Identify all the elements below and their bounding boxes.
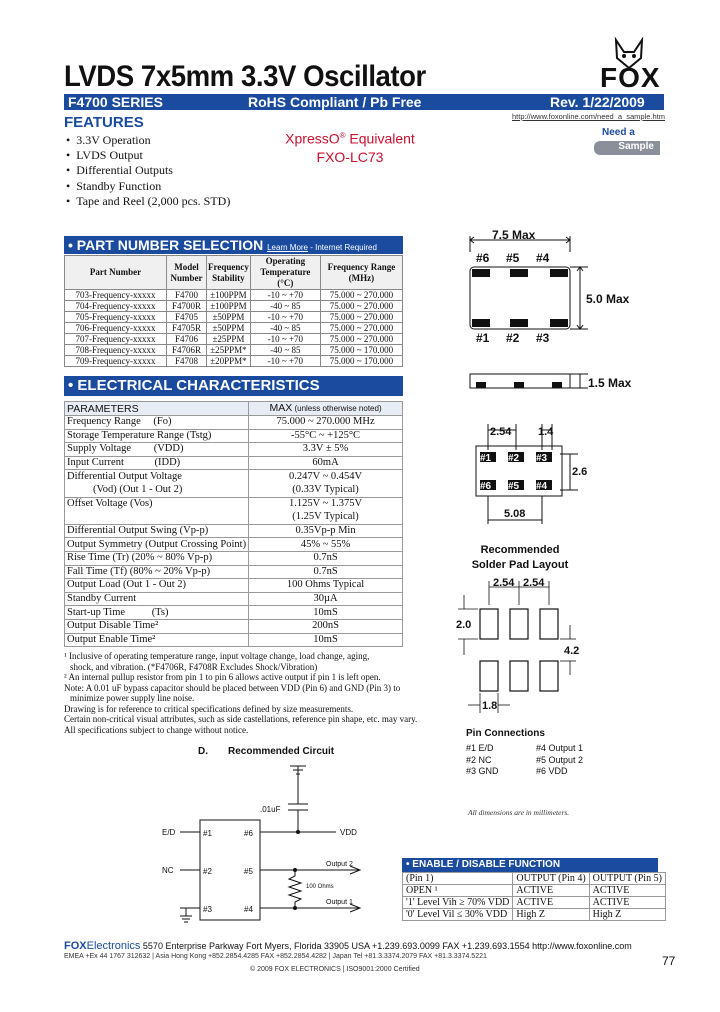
xpresso-line1: XpressO® Equivalent	[285, 130, 415, 147]
note-line: minimize power supply line noise.	[70, 693, 195, 703]
nc-label: NC	[162, 866, 174, 875]
pin-conn: #2 NC	[466, 754, 492, 765]
feature-item: • Differential Outputs	[66, 163, 230, 178]
fox-logo	[594, 36, 664, 94]
table-row: Input Current (IDD) 60mA	[65, 456, 403, 470]
note-line: ² An internal pullup resistor from pin 1 to pin 6 allows active output if pin 1 is left open.	[64, 672, 381, 682]
pitch-dim: 2.54	[490, 426, 512, 438]
pin-conn: #4 Output 1	[536, 743, 584, 753]
footer-brand: FOX	[64, 940, 87, 952]
xpresso-part: FXO-LC73	[316, 148, 384, 165]
dimensions-note: All dimensions are in millimeters.	[468, 808, 570, 817]
col-parameters: PARAMETERS	[65, 402, 249, 416]
package-outline-diagram	[448, 222, 632, 422]
solder-title: Recommended Solder Pad Layout	[471, 544, 569, 571]
revision-label: Rev. 1/22/2009	[550, 94, 645, 110]
table-row: Supply Voltage (VDD) 3.3V ± 5%	[65, 443, 403, 457]
width-dim: 7.5 Max	[492, 228, 536, 242]
table-row: (1.25V Typical)	[65, 511, 403, 525]
electrical-table	[64, 401, 403, 647]
table-row: Output Symmetry (Output Crossing Point) 45% ~ 55%	[65, 538, 403, 552]
compliance-label: RoHS Compliant / Pb Free	[248, 94, 422, 110]
pad-4: #4	[536, 481, 548, 492]
footer-copyright: © 2009 FOX ELECTRONICS | ISO9001:2000 Certified	[250, 966, 420, 973]
pin-2: #2	[506, 331, 520, 345]
solder-height: 2.0	[456, 619, 472, 631]
solder-pitch-1: 2.54	[493, 577, 515, 589]
resistor-label: 100 Ohms	[306, 884, 334, 890]
table-row: Output Load (Out 1 - Out 2) 100 Ohms Typical	[65, 579, 403, 593]
pin4-label: #4	[244, 905, 253, 914]
table-row: OPEN ¹ ACTIVE ACTIVE	[403, 885, 666, 897]
pad-3: #3	[536, 453, 548, 464]
table-row: Differential Output Swing (Vp-p) 0.35Vp-p Min	[65, 524, 403, 538]
solder-pad-diagram	[450, 575, 590, 715]
col-part-number: Part Number	[65, 256, 167, 290]
table-row: 703-Frequency-xxxxx F4700 ±100PPM -10 ~ +70 75.000 ~ 270.000	[65, 290, 403, 301]
table-row: Start-up Time (Ts) 10mS	[65, 606, 403, 620]
pin1-label: #1	[203, 829, 212, 838]
col-model: Model Number	[167, 256, 207, 290]
span-dim: 5.08	[504, 508, 526, 520]
spec-notes	[64, 651, 424, 735]
pad-height-dim: 2.6	[572, 466, 588, 478]
col-temperature: Operating Temperature (°C)	[250, 256, 320, 290]
table-row: '0' Level Vil ≤ 30% VDD High Z High Z	[403, 909, 666, 921]
bottom-view-diagram	[460, 420, 600, 530]
table-row: (Vod) (Out 1 - Out 2) (0.33V Typical)	[65, 483, 403, 497]
table-row: Frequency Range (Fo) 75.000 ~ 270.000 MHz	[65, 416, 403, 430]
table-row: Storage Temperature Range (Tstg) -55°C ~ +125°C	[65, 429, 403, 443]
ed-label: E/D	[162, 828, 176, 837]
table-row: Differential Output Voltage 0.247V ~ 0.454V	[65, 470, 403, 484]
note-line: shock, and vibration. (*F4706R, F4708R Excludes Shock/Vibration)	[70, 661, 318, 672]
need-sample-badge[interactable]	[594, 124, 660, 156]
feature-item: • LVDS Output	[66, 148, 230, 163]
table-row: Offset Voltage (Vos) 1.125V ~ 1.375V	[65, 497, 403, 511]
features-list	[66, 133, 230, 209]
solder-width: 1.8	[482, 700, 498, 712]
col-max: MAX (unless otherwise noted)	[249, 402, 403, 416]
fox-logo-text: FOX	[600, 62, 661, 93]
thickness-dim: 1.5 Max	[588, 376, 632, 390]
table-row: 707-Frequency-xxxxx F4706 ±25PPM -10 ~ +70 75.000 ~ 270.000	[65, 334, 403, 345]
table-row: '1' Level Vih ≥ 70% VDD ACTIVE ACTIVE	[403, 897, 666, 909]
xpresso-equivalent	[274, 127, 426, 166]
enable-disable-table	[402, 872, 666, 921]
sample-label: Sample	[594, 141, 660, 155]
pin-conn: #6 VDD	[536, 766, 568, 776]
footer-brand2: Electronics	[86, 940, 141, 952]
table-row: Rise Time (Tr) (20% ~ 80% Vp-p) 0.7nS	[65, 551, 403, 565]
table-row: 705-Frequency-xxxxx F4705 ±50PPM -10 ~ +70 75.000 ~ 270.000	[65, 312, 403, 323]
table-row: (Pin 1) OUTPUT (Pin 4) OUTPUT (Pin 5)	[403, 873, 666, 885]
table-row: 706-Frequency-xxxxx F4705R ±50PPM -40 ~ 85 75.000 ~ 270.000	[65, 323, 403, 334]
page-title: LVDS 7x5mm 3.3V Oscillator	[64, 60, 426, 93]
table-row: 704-Frequency-xxxxx F4700R ±100PPM -40 ~ 85 75.000 ~ 270.000	[65, 301, 403, 312]
pin-conn: #3 GND	[466, 766, 499, 776]
out2-label: Output 2	[326, 861, 353, 868]
features-heading: FEATURES	[64, 114, 144, 131]
feature-item: • Tape and Reel (2,000 pcs. STD)	[66, 194, 230, 209]
table-row: 708-Frequency-xxxxx F4706R ±25PPM* -40 ~ 85 75.000 ~ 170.000	[65, 345, 403, 356]
part-number-heading: • PART NUMBER SELECTION Learn More - Internet Required	[64, 236, 403, 254]
pad-width-dim: 1.4	[538, 426, 554, 438]
sample-url[interactable]: http://www.foxonline.com/need_a_sample.htm	[512, 112, 665, 121]
note-line: Drawing is for reference to critical specifications defined by size measurements.	[64, 703, 354, 714]
pin-1: #1	[476, 331, 490, 345]
pad-6: #6	[480, 481, 492, 492]
feature-item: • Standby Function	[66, 179, 230, 194]
page-number: 77	[662, 954, 676, 968]
pin-5: #5	[506, 251, 520, 265]
pin-4: #4	[536, 251, 550, 265]
series-bar	[64, 94, 664, 110]
solder-gap: 4.2	[564, 645, 580, 657]
pin-6: #6	[476, 251, 490, 265]
need-a-label: Need a	[602, 127, 635, 138]
out1-label: Output 1	[326, 899, 353, 906]
table-row: Fall Time (Tf) (80% ~ 20% Vp-p) 0.7nS	[65, 565, 403, 579]
footer-address-text: 5570 Enterprise Parkway Fort Myers, Florida 33905 USA +1.239.693.0099 FAX +1.239.693.1554 http://www.foxonline.com	[140, 941, 632, 951]
vdd-label: VDD	[340, 828, 357, 837]
note-line: Note: A 0.01 uF bypass capacitor should be placed between VDD (Pin 6) and GND (Pin 3) to	[64, 682, 401, 693]
note-line: ¹ Inclusive of operating temperature range, input voltage change, load change, aging,	[64, 651, 370, 661]
feature-item: • 3.3V Operation	[66, 133, 230, 148]
enable-disable-heading: • ENABLE / DISABLE FUNCTION	[402, 858, 658, 872]
electrical-heading: • ELECTRICAL CHARACTERISTICS	[64, 376, 403, 396]
table-row: Output Disable Time² 200nS	[65, 619, 403, 633]
pin2-label: #2	[203, 867, 212, 876]
circuit-title: D. Recommended Circuit	[198, 746, 335, 757]
table-row: Output Enable Time² 10mS	[65, 633, 403, 647]
pin-3: #3	[536, 331, 550, 345]
solder-pitch-2: 2.54	[523, 577, 545, 589]
pad-2: #2	[508, 453, 520, 464]
table-header	[65, 402, 403, 416]
pad-1: #1	[480, 453, 492, 464]
cap-label: .01uF	[260, 805, 281, 814]
part-number-table	[64, 255, 403, 367]
recommended-circuit-diagram	[150, 760, 380, 930]
series-label: F4700 SERIES	[68, 94, 163, 110]
pin5-label: #5	[244, 867, 253, 876]
pin-connections-heading: Pin Connections	[466, 728, 545, 739]
note-line: Certain non-critical visual attributes, such as side castellations, reference pin shape, etc. may vary.	[64, 714, 418, 724]
pin-conn: #1 E/D	[466, 743, 494, 753]
table-row: Standby Current 30µA	[65, 592, 403, 606]
footer-address	[64, 940, 632, 952]
pin6-label: #6	[244, 829, 253, 838]
footer-intl: EMEA +Ex 44 1767 312632 | Asia Hong Kong +852.2854.4285 FAX +852.2854.4282 | Japan Tel +81.3.3374.2079 FAX +81.3.3374.5221	[64, 953, 487, 960]
table-row: 709-Frequency-xxxxx F4708 ±20PPM* -10 ~ +70 75.000 ~ 170.000	[65, 356, 403, 367]
pin-conn: #5 Output 2	[536, 754, 584, 765]
col-stability: Frequency Stability	[207, 256, 251, 290]
pad-5: #5	[508, 481, 520, 492]
pin-connections-list	[466, 743, 616, 778]
pin3-label: #3	[203, 905, 212, 914]
note-line: All specifications subject to change without notice.	[64, 724, 249, 735]
height-dim: 5.0 Max	[586, 292, 630, 306]
col-range: Frequency Range (MHz)	[320, 256, 402, 290]
learn-more-link[interactable]: Learn More	[267, 243, 309, 252]
